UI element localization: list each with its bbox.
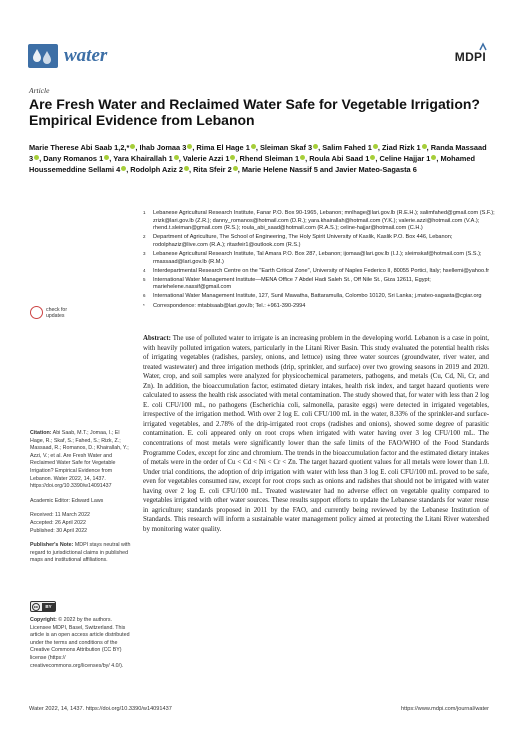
affiliation-text: Correspondence: mtabisaab@lari.gov.lb; Tel.: +961-390-2994: [153, 302, 306, 309]
affiliation-item: [143, 210, 503, 233]
author-name: Ihab Jomaa 3: [139, 143, 187, 152]
orcid-icon[interactable]: [121, 166, 126, 171]
orcid-icon[interactable]: [130, 144, 135, 149]
orcid-icon[interactable]: [104, 155, 109, 160]
abstract-label: Abstract:: [143, 335, 171, 342]
received-date: Received: 11 March 2022: [30, 512, 90, 519]
author-name: Marie Therese Abi Saab 1,2,*: [29, 143, 130, 152]
cc-icon: cc: [33, 604, 39, 609]
orcid-icon[interactable]: [422, 144, 427, 149]
author-list: Marie Therese Abi Saab 1,2,* , Ihab Jomaa 3 , Rima El Hage 1 , Sleiman Skaf 3 , Salim Fahed 1 , Ziad Rizk 1 , Randa Massaad 3 , Dany Romanos 1 , Yara Khairallah 1 , Valerie Azzi 1 , Rhend Sleiman 1 , Roula Abi Saad 1 , Celine Hajjar 1 , Mohamed Houssemeddine Sellami 4 , Rodolph Aziz 2 , Rita Sfeir 2 , Marie Helene Nassif 5 and Javier Mateo-Sagasta 6: [29, 143, 487, 174]
affiliation-number: 1: [143, 210, 146, 215]
abstract-text: The use of polluted water to irrigate is an increasing problem in the developing world. Lebanon is a case in point, with heavily polluted irrigation waters, particularly in the Litani River Basin. This study evaluated the potential health risks of irrigating vegetables (radishes, parsley, onions, and lettuce) using three water sources (groundwater, river water, and treated wastewater) and three irrigation methods (drip, sprinkler, and surface) over two growing seasons in 2019 and 2020. Water, crop, and soil samples were analyzed for physicochemical parameters, pathogens, and metals (Cu, Cd, Ni, Cr, and Zn). In addition, the bioaccumulation factor, estimated dietary intakes, health risk index, and target hazard quotients were calculated to assess the health risk associated with metal contamination. The study showed that, for water with less than 2 log E. coli CFU/100 mL, no pathogens (Escherichia coli, salmonella, parasite eggs) were detected in irrigated vegetables, irrespective of the irrigation method. With over 2 log E. coli CFU/100 mL in the water, 8.33% of the sprinkler-and surface-irrigated vegetables, and 2.78% of the drip-irrigated root crops (radishes and onions), showed some degree of parasitic contamination. E. coli appeared only on root crops when irrigated with water having over 3 log CFU/100 mL. The concentrations of most metals were significantly lower than the safe limits of the FAO/WHO of the Food Standards Programme Codex, except for zinc and chromium. The trends in the bioaccumulation factor and the estimated dietary intakes of metals were in the order of Cu < Cd < Ni < Cr < Zn. The target hazard quotient values for all metals were lower than 1.0. Under trial conditions, the adoption of drip irrigation with water with less than 3 log E. coli CFU/100 mL proved to be safe, even for vegetables consumed raw, except for root crops such as onions and radishes that should not be irrigated with water having over 2 log E. coli CFU/100 mL. Treated wastewater had no adverse effect on vegetable quality compared to vegetables irrigated with other water sources. These results support efforts to update the Lebanese standards for water reuse in agriculture; standards proposed in 2011 by the FAO, and currently being reviewed by the Lebanese Institution of Standards. This research will inform a sustainable water management policy aimed at protecting the Litani River watershed by monitoring water quality.: [143, 335, 489, 533]
orcid-icon[interactable]: [300, 155, 305, 160]
accepted-date: Accepted: 26 April 2022: [30, 519, 86, 526]
affiliation-number: 3: [143, 250, 146, 256]
author-name: Valerie Azzi 1: [182, 153, 230, 163]
author-name: Dany Romanos 1: [43, 153, 104, 163]
abstract: [143, 334, 489, 534]
orcid-icon[interactable]: [431, 155, 436, 160]
orcid-icon[interactable]: [187, 144, 192, 149]
author-name: Sleiman Skaf 3: [259, 143, 313, 152]
affiliation-text: International Water Management Institute, 127, Sunil Mawatha, Battaramulla, Colombo 10120, Sri Lanka; j.mateo-sagasta@cgiar.org: [153, 293, 482, 300]
author-name: Roula Abi Saad 1: [309, 153, 370, 163]
author-name: Salim Fahed 1: [322, 143, 372, 152]
affiliation-number: 2: [143, 234, 146, 240]
publisher-note-text: MDPI stays neutral with regard to jurisdictional claims in published maps and institutional affiliations.: [30, 542, 131, 564]
footer-journal-url[interactable]: https://www.mdpi.com/journal/water: [401, 706, 489, 712]
author-name: Yara Khairallah 1: [113, 153, 173, 163]
publisher-note-label: Publisher's Note:: [30, 542, 74, 549]
article-sidebar: [30, 430, 134, 572]
journal-name: water: [64, 45, 108, 66]
journal-header: [28, 44, 488, 70]
check-for-updates-badge[interactable]: [30, 306, 90, 334]
affiliations: [143, 210, 503, 312]
orcid-icon[interactable]: [370, 155, 375, 160]
affiliation-item: [143, 293, 503, 301]
copyright-text: © 2022 by the authors. Licensee MDPI, Basel, Switzerland. This article is an open access article distributed under the terms and conditions of the Creative Commons Attribution (CC BY) license (https:// creativecommons.org/licenses/by/ 4.0/).: [30, 617, 130, 669]
check-updates-icon: [30, 306, 43, 319]
published-date: Published: 30 April 2022: [30, 527, 88, 534]
affiliation-text: Lebanese Agricultural Research Institute, Tal Amara P.O. Box 287, Lebanon; ijomaa@lari.gov.lb (I.J.); sleimskaf@hotmail.com (S.S.); rmassaad@lari.gov.lb (R.M.): [153, 250, 482, 265]
check-updates-line2: updates: [46, 313, 65, 319]
page-footer: [29, 706, 489, 712]
footer-citation: Water 2022, 14, 1437. https://doi.org/10.3390/w14091437: [29, 706, 172, 712]
orcid-icon[interactable]: [184, 166, 189, 171]
author-name: Rhend Sleiman 1: [239, 153, 300, 163]
affiliation-item: [143, 268, 503, 276]
orcid-icon[interactable]: [373, 144, 378, 149]
by-icon: BY: [42, 603, 55, 611]
citation-label: Citation:: [30, 430, 52, 436]
check-updates-line1: check for: [46, 307, 68, 313]
affiliation-item: [143, 251, 503, 266]
affiliation-number: 5: [143, 276, 146, 282]
dates: [30, 512, 134, 535]
article-type: Article: [29, 86, 50, 95]
citation-text: Abi Saab, M.T.; Jomaa, I.; El Hage, R.; Skaf, S.; Fahed, S.; Rizk, Z.; Massaad, R.; Romanos, D.; Khairallah, Y.; Azzi, V.; et al. Are Fresh Water and Reclaimed Water Safe for Vegetable Irrigation? Empirical Evidence from Lebanon.: [30, 430, 129, 482]
academic-editor: Academic Editor: Edward Laws: [30, 497, 104, 504]
affiliation-item: [143, 234, 503, 249]
copyright-label: Copyright:: [30, 617, 57, 623]
author-name: Rodolph Aziz 2: [130, 164, 183, 174]
author-name: Ziad Rizk 1: [382, 143, 421, 152]
affiliation-item: [143, 303, 503, 311]
author-name: and Javier Mateo-Sagasta 6: [319, 164, 417, 174]
affiliation-item: [143, 277, 503, 292]
orcid-icon[interactable]: [174, 155, 179, 160]
affiliation-text: Lebanese Agricultural Research Institute, Fanar P.O. Box 90-1965, Lebanon; mnlhage@lari.gov.lb (R.E.H.); salimfahed@gmail.com (S.F.); zrizk@lari.gov.lb (Z.R.); danny_romanos@hotmail.com (D.R.); yara.khairallah@hotmail.com (Y.K.); valerie.azzi@hotmail.com (V.A.); rhend.t.sleiman@gmail.com (R.S.); roula_abi_saad@hotmail.com (R.A.S.); celine-hajjar@hotmail.com (C.H.): [153, 210, 495, 232]
author-name: Randa Massaad 3: [29, 143, 487, 163]
author-name: Rita Sfeir 2: [193, 164, 232, 174]
copyright-notice: [30, 617, 134, 670]
affiliation-text: Department of Agriculture, The School of Engineering, The Holy Spirit University of Kaslik, Kaslik P.O. Box 446, Lebanon; rodolphaziz@live.com (R.A.); ritasfeir1@outlook.com (R.S.): [153, 234, 453, 248]
author-name: Marie Helene Nassif 5: [241, 164, 318, 174]
cc-by-license-icon[interactable]: [30, 601, 56, 612]
publisher-name: MDPI: [454, 50, 486, 64]
author-name: Rima El Hage 1: [196, 143, 250, 152]
orcid-icon[interactable]: [233, 166, 238, 171]
author-name: Mohamed Houssemeddine Sellami 4: [29, 153, 475, 174]
orcid-icon[interactable]: [313, 144, 318, 149]
affiliation-text: Interdepartmental Research Centre on the "Earth Critical Zone", University of Naples Federico II, 80055 Portici, Italy; hsellemi@yahoo.fr: [153, 267, 490, 274]
orcid-icon[interactable]: [251, 144, 256, 149]
author-name: Celine Hajjar 1: [379, 153, 431, 163]
affiliation-number: 4: [143, 267, 146, 273]
affiliation-number: *: [143, 302, 145, 308]
citation-journal[interactable]: Water 2022, 14, 1437. https://doi.org/10.3390/w14091437: [30, 475, 112, 490]
water-drops-icon: [28, 44, 58, 68]
citation: [30, 430, 134, 491]
affiliation-number: 6: [143, 293, 146, 299]
orcid-icon[interactable]: [230, 155, 235, 160]
paper-title: Are Fresh Water and Reclaimed Water Safe for Vegetable Irrigation? Empirical Evidence from Lebanon: [29, 96, 480, 128]
orcid-icon[interactable]: [34, 155, 39, 160]
publisher-note: [30, 542, 134, 565]
affiliation-text: International Water Management Institute—MENA Office 7 Abdel Hadi Saleh St., Off Nile St., Giza 12611, Egypt; mariehelene.nassif@gmail.com: [153, 276, 431, 291]
